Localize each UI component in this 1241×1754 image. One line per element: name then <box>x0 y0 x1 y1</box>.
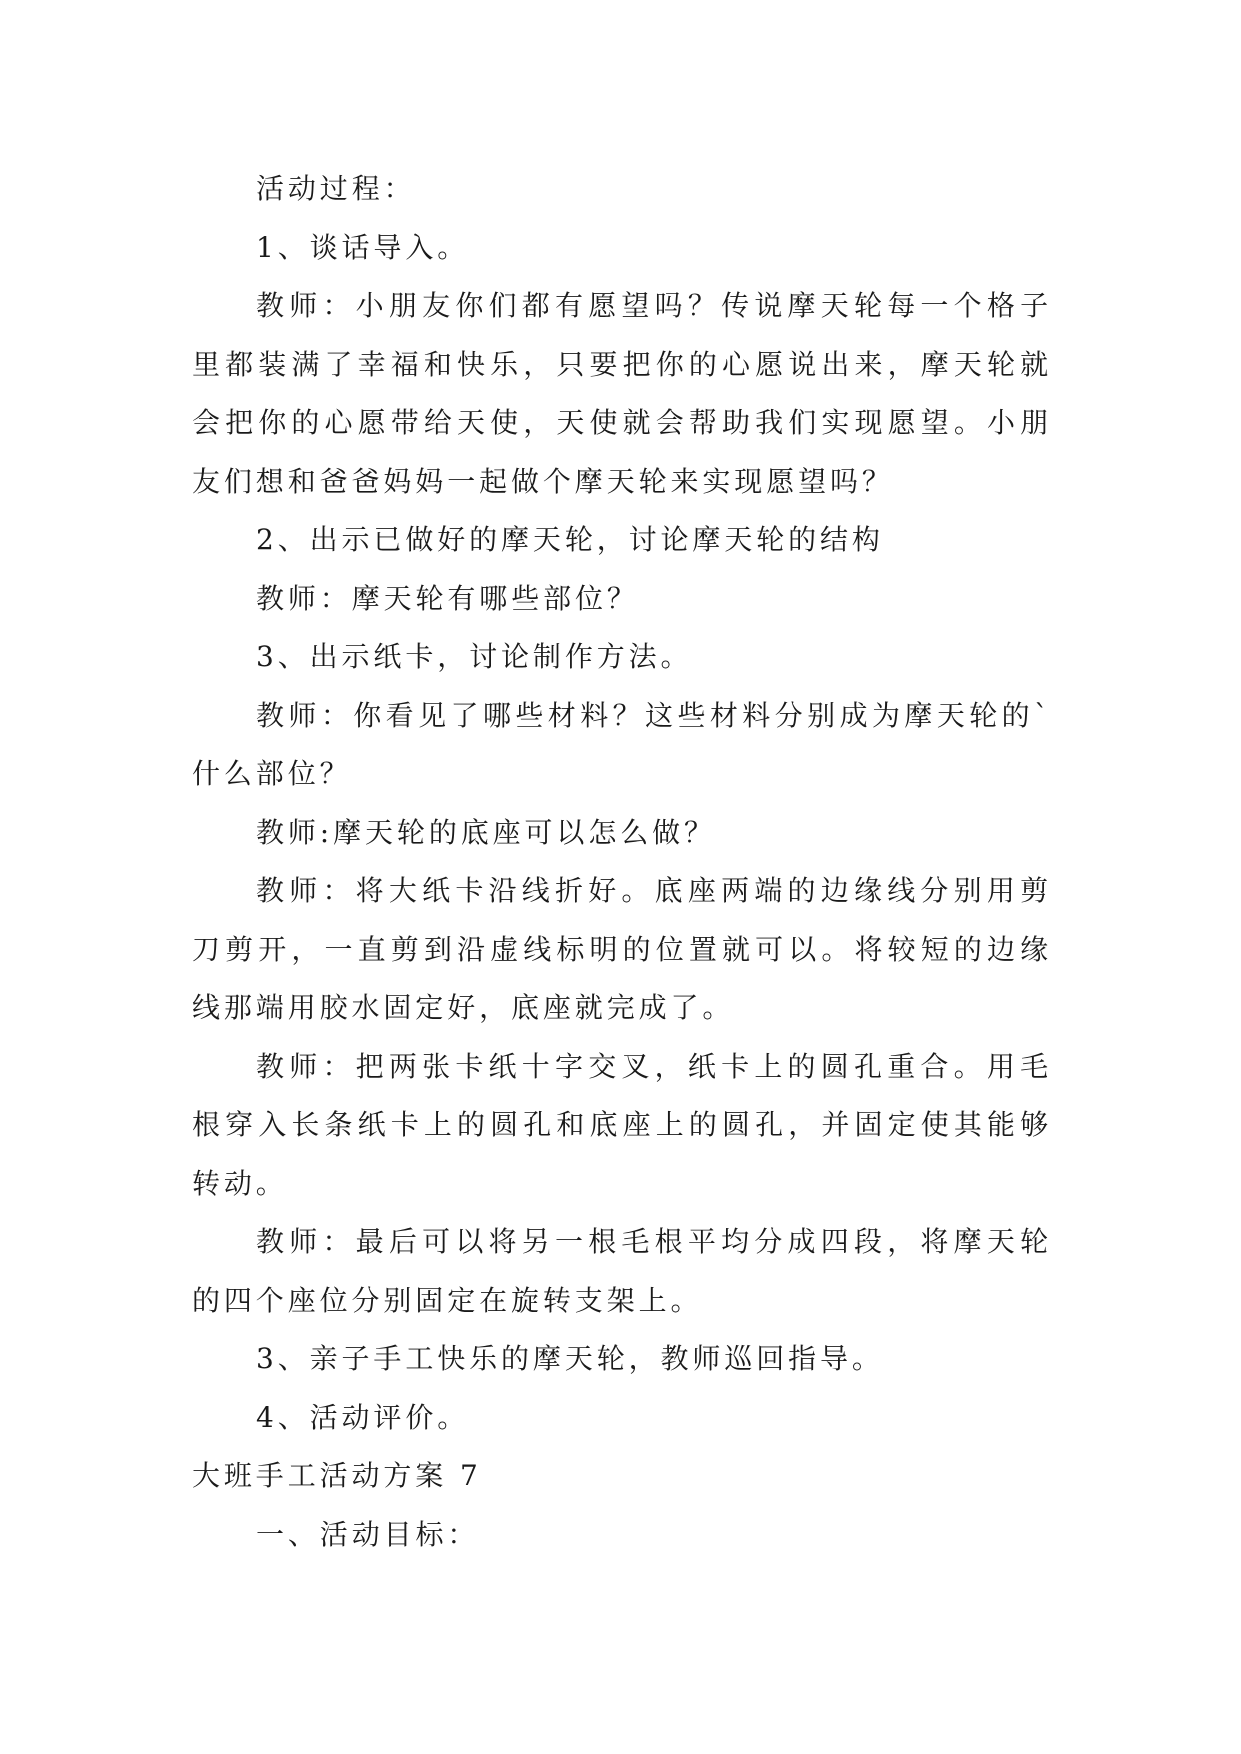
paragraph-step-1: 1、谈话导入。 <box>256 230 470 264</box>
paragraph-teacher-base-question: 教师:摩天轮的底座可以怎么做？ <box>256 815 716 849</box>
document-body <box>192 160 1052 1564</box>
paragraph-teacher-materials: 教师：你看见了哪些材料？这些材料分别成为摩天轮的`什么部位？ <box>192 698 1052 790</box>
paragraph-step-4: 4、活动评价。 <box>256 1400 470 1434</box>
paragraph-teacher-parts: 教师：摩天轮有哪些部位？ <box>256 581 639 615</box>
paragraph-step-3b: 3、亲子手工快乐的摩天轮，教师巡回指导。 <box>256 1342 884 1375</box>
paragraph-step-3: 3、出示纸卡，讨论制作方法。 <box>256 640 693 673</box>
paragraph-teacher-cross-cards: 教师：把两张卡纸十字交叉，纸卡上的圆孔重合。用毛根穿入长条纸卡上的圆孔和底座上的圆孔，并固定使其能够转动。 <box>192 1049 1052 1200</box>
paragraph-teacher-wish: 教师：小朋友你们都有愿望吗？传说摩天轮每一个格子里都装满了幸福和快乐，只要把你的心愿说出来，摩天轮就会把你的心愿带给天使，天使就会帮助我们实现愿望。小朋友们想和爸爸妈妈一起做个摩天轮来实现愿望吗？ <box>192 289 1052 498</box>
paragraph-activity-process: 活动过程： <box>256 172 416 205</box>
section-heading: 大班手工活动方案 7 <box>192 1459 482 1492</box>
paragraph-teacher-seats: 教师：最后可以将另一根毛根平均分成四段，将摩天轮的四个座位分别固定在旋转支架上。 <box>192 1225 1052 1317</box>
paragraph-objectives: 一、活动目标： <box>256 1517 480 1551</box>
paragraph-step-2: 2、出示已做好的摩天轮，讨论摩天轮的结构 <box>256 523 884 556</box>
paragraph-teacher-base-steps: 教师：将大纸卡沿线折好。底座两端的边缘线分别用剪刀剪开，一直剪到沿虚线标明的位置就可以。将较短的边缘线那端用胶水固定好，底座就完成了。 <box>192 874 1052 1024</box>
